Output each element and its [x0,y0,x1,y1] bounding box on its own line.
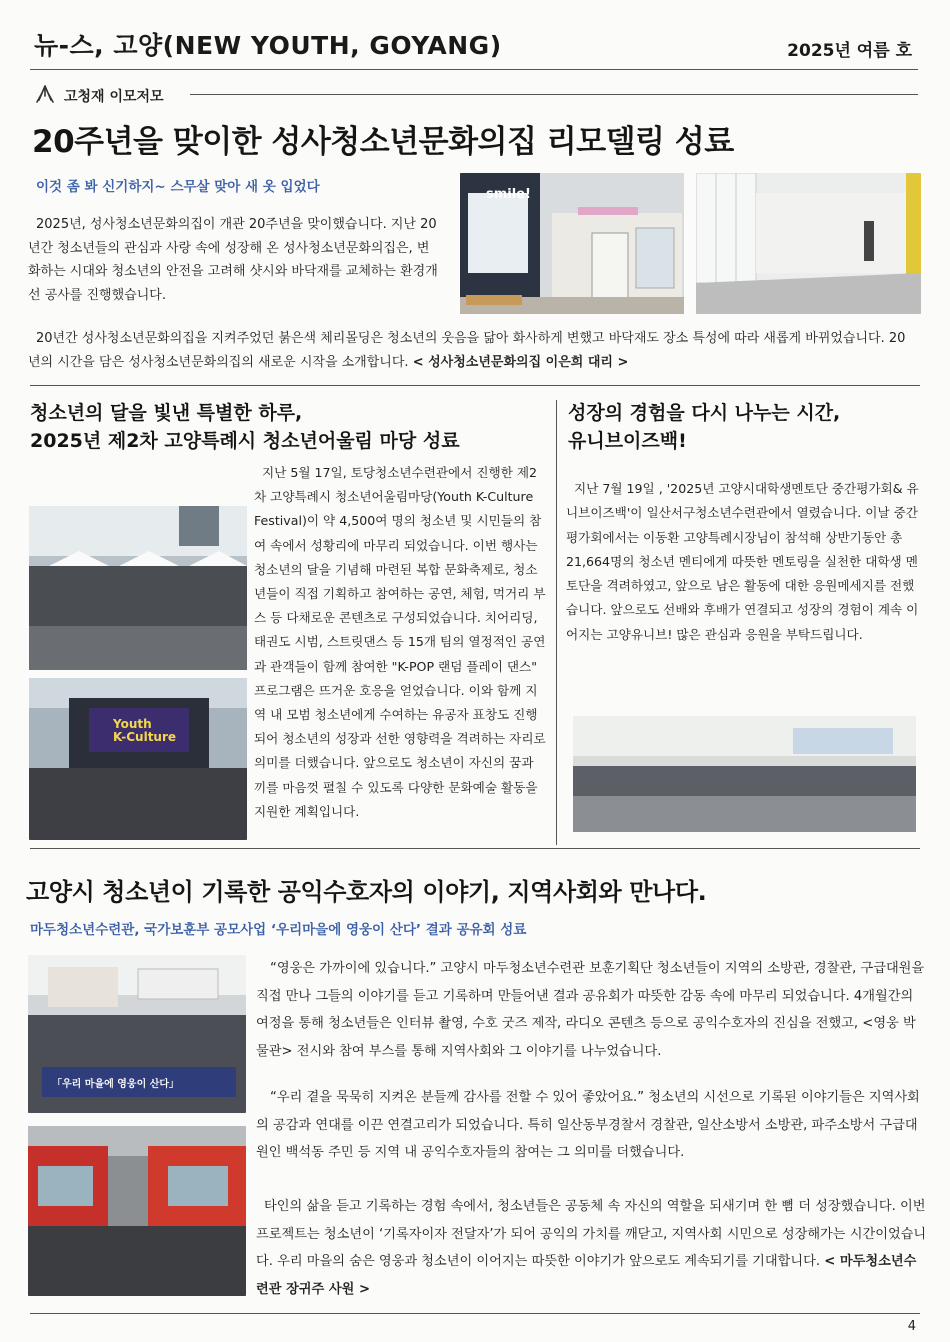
section-tag-label: 고청재 이모저모 [64,89,164,105]
photo-festival-stage [29,678,247,840]
article2-title [30,399,460,455]
photo-remodeled-room-2 [696,173,921,314]
article1-divider [30,385,920,386]
photo-stage-sign [113,718,176,744]
header-divider [30,69,918,70]
article3-title-line2: 유니브이즈백! [568,430,687,452]
photo-fire-station [28,1126,246,1296]
photo-stage-sign-line2: K-Culture [113,730,177,744]
article3-body: 지난 7월 19일 , '2025년 고양시대학생멘토단 중간평가회& 유니브이즈백'이 일산서구청소년수련관에서 열렸습니다. 이날 중간평가회에서는 이동환 고양특례시장님이 참석해 상반기동안 총 21,664명의 청소년 멘티에게 따뜻한 멘토링을 실천한 대학생 멘토단을 격려하였고, 앞으로 남은 활동에 대한 응원메세지를 전했습니다. 앞으로도 선배와 후배가 연결되고 성장의 경험이 계속 이어지는 고양유니브! 많은 관심과 응원을 부탁드립니다. [566,481,919,642]
article2-title-line1: 청소년의 달을 빛낸 특별한 하루, [30,402,303,424]
photo-sign-text: smile! [486,187,531,202]
photo-remodeled-room-1 [460,173,684,314]
article4-paragraph-3-text: 타인의 삶을 듣고 기록하는 경험 속에서, 청소년들은 공동체 속 자신의 역할을 되새기며 한 뼘 더 성장했습니다. 이번 프로젝트는 청소년이 ‘기록자이자 전달자’가 되어 공익의 가치를 깨닫고, 지역사회 시민으로 성장해가는 시간이었습니다. 우리 마을의 숨은 영웅과 청소년이 이어지는 따뜻한 이야기가 앞으로도 계속되기를 기대합니다. [256,1199,927,1269]
article1-paragraph-2 [28,327,914,374]
article3-divider [30,848,920,849]
article4-credit: < 마두청소년수련관 장귀주 사원 > [256,1254,917,1297]
article4-paragraph-1: “영웅은 가까이에 있습니다.” 고양시 마두청소년수련관 보훈기획단 청소년들이 지역의 소방관, 경찰관, 구급대원을 직접 만나 그들의 이야기를 듣고 기록하며 만들어낸 결과 공유회가 따뜻한 감동 속에 마무리 되었습니다. 4개월간의 여정을 통해 청소년들은 인터뷰 촬영, 수호 굿즈 제작, 라디오 콘텐츠 등으로 공익수호자의 진심을 전했고, <영웅 박물관> 전시와 참여 부스를 통해 지역사회와 그 이야기를 나누었습니다. [256,961,925,1059]
article1-credit: < 성사청소년문화의집 이은희 대리 > [412,354,629,370]
photo-hero-event-group [28,955,246,1113]
article4-paragraph-2: “우리 곁을 묵묵히 지켜온 분들께 감사를 전할 수 있어 좋았어요.” 청소년의 시선으로 기록된 이야기들은 지역사회의 공감과 연대를 이끈 연결고리가 되었습니다. 특히 일산동부경찰서 경찰관, 일산소방서 소방관, 파주소방서 구급대원인 백석동 주민 등 지역 내 공익수호자들의 참여는 그 의미를 더했습니다. [256,1090,920,1160]
article2-title-line2: 2025년 제2차 고양특례시 청소년어울림 마당 성료 [30,430,460,452]
photo-mentor-event [573,716,916,832]
article3-title [568,399,840,455]
article1-paragraph-2-text: 20년간 성사청소년문화의집을 지켜주었던 붉은색 체리몰딩은 청소년의 웃음을 닮아 화사하게 변했고 바닥재도 장소 특성에 따라 새롭게 바뀌었습니다. 20년의 시간을 담은 성사청소년문화의집의 새로운 시작을 소개합니다. [28,331,906,370]
article1-title: 20주년을 맞이한 성사청소년문화의집 리모델링 성료 [32,124,734,160]
section-tag [34,84,164,108]
article1-subtitle: 이것 좀 봐 신기하지~ 스무살 맞아 새 옷 입었다 [36,179,320,195]
photo-hero-banner: 「우리 마을에 영웅이 산다」 [52,1079,180,1090]
footer-divider [30,1313,920,1314]
article3-title-line1: 성장의 경험을 다시 나누는 시간, [568,402,841,424]
page-number: 4 [907,1319,916,1334]
article1-paragraph-1: 2025년, 성사청소년문화의집이 개관 20주년을 맞이했습니다. 지난 20년간 청소년들의 관심과 사랑 속에 성장해 온 성사청소년문화의집은, 변화하는 시대와 청소년의 안전을 고려해 샷시와 바닥재를 교체하는 환경개선 공사를 진행했습니다. [28,217,438,303]
article4-subtitle: 마두청소년수련관, 국가보훈부 공모사업 ‘우리마을에 영웅이 산다’ 결과 공유회 성료 [30,922,527,938]
photo-festival-crowd [29,506,247,670]
column-divider [556,400,557,845]
article4-paragraph-3 [256,1193,928,1303]
section-tag-divider [190,94,918,95]
article4-title: 고양시 청소년이 기록한 공익수호자의 이야기, 지역사회와 만나다. [26,878,707,906]
issue-label: 2025년 여름 호 [787,41,912,61]
hands-icon [34,84,56,108]
masthead-title: 뉴-스, 고양(NEW YOUTH, GOYANG) [34,31,502,60]
photo-stage-sign-line1: Youth [113,717,152,731]
article2-body: 지난 5월 17일, 토당청소년수련관에서 진행한 제2차 고양특례시 청소년어울림마당(Youth K-Culture Festival)이 약 4,500여 명의 청소년 및 시민들의 참여 속에서 성황리에 마무리 되었습니다. 이번 행사는 청소년의 달을 기념해 마련된 복합 문화축제로, 청소년들이 직접 기획하고 참여하는 공연, 체험, 먹거리 부스 등 다채로운 콘텐츠로 구성되었습니다. 치어리딩, 태권도 시범, 스트릿댄스 등 15개 팀의 열정적인 공연과 관객들이 함께 참여한 "K-POP 랜덤 플레이 댄스" 프로그램은 뜨거운 호응을 얻었습니다. 이와 함께 지역 내 모범 청소년에게 수여하는 유공자 표창도 진행되어 청소년의 성장과 선한 영향력을 격려하는 자리로 의미를 더했습니다. 앞으로도 청소년이 자신의 꿈과 끼를 마음껏 펼칠 수 있도록 다양한 문화예술 활동을 지원한 계획입니다. [254,465,546,819]
